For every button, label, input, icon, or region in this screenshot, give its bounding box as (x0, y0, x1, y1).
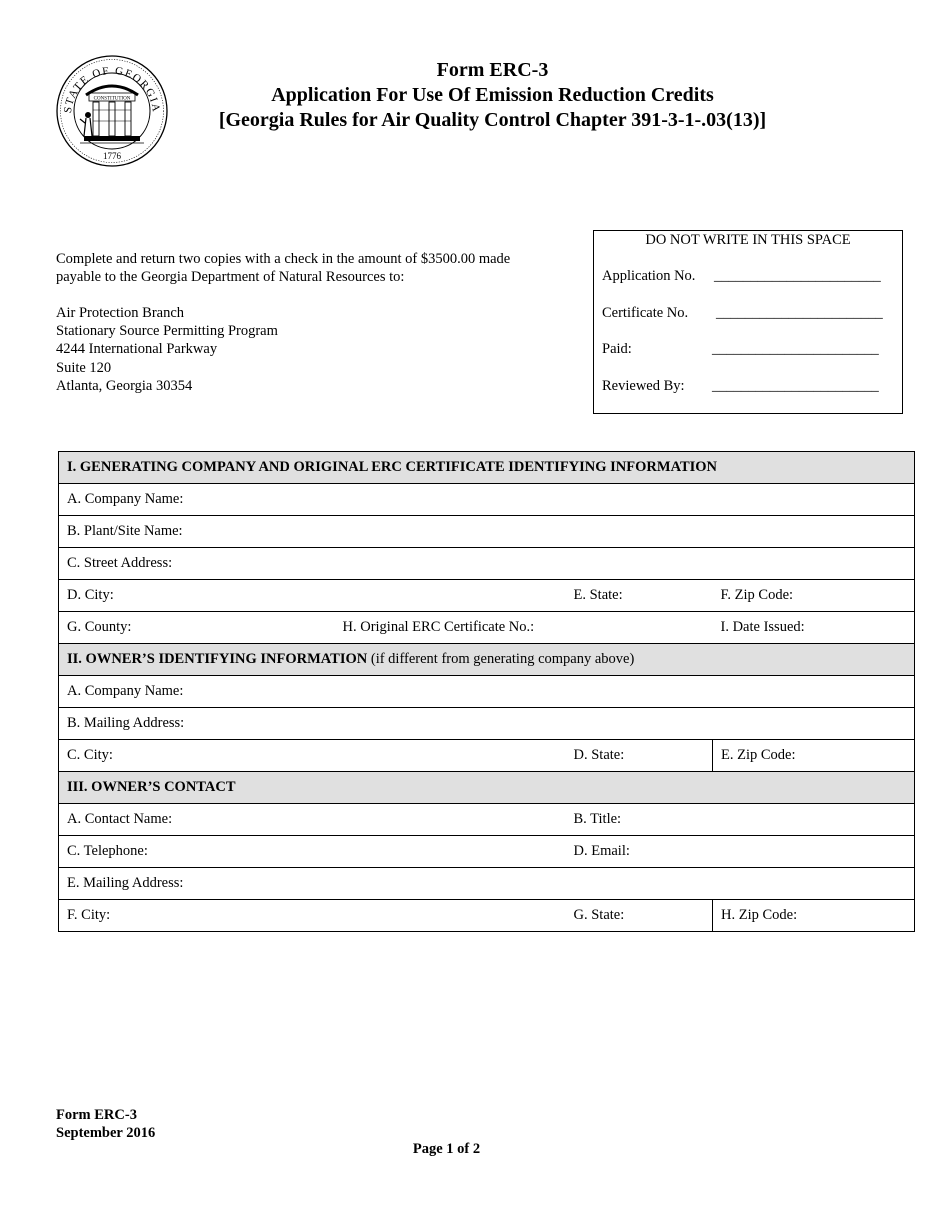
address-line: 4244 International Parkway (56, 341, 218, 358)
s3-telephone-field[interactable]: C. Telephone: (59, 836, 566, 868)
instructions (56, 250, 576, 286)
s1-original-erc-certificate-field[interactable]: H. Original ERC Certificate No.: (335, 612, 713, 644)
paid-label: Paid: (602, 341, 632, 357)
section-3-title: III. OWNER’S CONTACT (59, 772, 915, 804)
form-title-block (180, 58, 805, 133)
form-id-heading: Form ERC-3 (436, 59, 549, 81)
s2-zip-code-field[interactable]: E. Zip Code: (713, 740, 915, 772)
section-2-header (59, 644, 915, 676)
s2-city-field[interactable]: C. City: (59, 740, 566, 772)
georgia-state-seal (56, 55, 168, 167)
s3-zip-code-field[interactable]: H. Zip Code: (713, 900, 915, 932)
application-no-label: Application No. (602, 268, 696, 284)
instructions-line-1: Complete and return two copies with a check in the amount of $3500.00 made (56, 251, 511, 267)
seal-constitution-band: CONSTITUTION (93, 96, 131, 102)
application-no-line: _______________________ (714, 268, 881, 284)
paid-line: _______________________ (712, 341, 879, 357)
s3-email-field[interactable]: D. Email: (566, 836, 915, 868)
section-1-header (59, 452, 915, 484)
form-row (59, 708, 915, 740)
address-line: Suite 120 (56, 359, 112, 376)
s3-city-field[interactable]: F. City: (59, 900, 566, 932)
form-row (59, 836, 915, 868)
office-use-box (593, 230, 903, 414)
form-row (59, 580, 915, 612)
form-row (59, 612, 915, 644)
section-2-title-cell (59, 644, 915, 676)
page-number: Page 1 of 2 (412, 1141, 481, 1157)
form-row (59, 900, 915, 932)
footer-form-id: Form ERC-3 (56, 1107, 137, 1123)
address-line: Atlanta, Georgia 30354 (56, 377, 193, 394)
instructions-line-2: payable to the Georgia Department of Natural Resources to: (56, 269, 405, 285)
s2-state-field[interactable]: D. State: (566, 740, 713, 772)
section-3-header (59, 772, 915, 804)
office-use-heading: DO NOT WRITE IN THIS SPACE (645, 232, 851, 248)
certificate-no-line: _______________________ (716, 305, 883, 321)
s1-date-issued-field[interactable]: I. Date Issued: (713, 612, 915, 644)
certificate-no-label: Certificate No. (602, 305, 689, 321)
form-row (59, 740, 915, 772)
s1-company-name-field[interactable]: A. Company Name: (59, 484, 915, 516)
address-line: Stationary Source Permitting Program (56, 323, 278, 340)
seal-year: 1776 (103, 151, 121, 161)
form-row (59, 516, 915, 548)
mailing-address-block (56, 304, 278, 395)
s1-county-field[interactable]: G. County: (59, 612, 335, 644)
footer-date: September 2016 (56, 1125, 156, 1141)
form-row (59, 804, 915, 836)
form-title: Application For Use Of Emission Reduction Credits (271, 84, 714, 106)
s1-state-field[interactable]: E. State: (566, 580, 713, 612)
form-rule-reference: [Georgia Rules for Air Quality Control Chapter 391-3-1-.03(13)] (218, 109, 767, 131)
s1-plant-site-name-field[interactable]: B. Plant/Site Name: (59, 516, 915, 548)
reviewed-by-label: Reviewed By: (602, 378, 685, 394)
s2-company-name-field[interactable]: A. Company Name: (59, 676, 915, 708)
form-row (59, 868, 915, 900)
s1-zip-code-field[interactable]: F. Zip Code: (713, 580, 915, 612)
s3-contact-name-field[interactable]: A. Contact Name: (59, 804, 566, 836)
section-2-subtitle: (if different from generating company above) (370, 651, 635, 667)
form-row (59, 484, 915, 516)
form-row (59, 548, 915, 580)
seal-top-text: STATE OF GEORGIA (61, 64, 163, 114)
s1-street-address-field[interactable]: C. Street Address: (59, 548, 915, 580)
s3-state-field[interactable]: G. State: (566, 900, 713, 932)
s2-mailing-address-field[interactable]: B. Mailing Address: (59, 708, 915, 740)
application-form-table (58, 451, 915, 932)
form-row (59, 676, 915, 708)
address-line: Air Protection Branch (56, 305, 185, 321)
s3-title-field[interactable]: B. Title: (566, 804, 915, 836)
s3-mailing-address-field[interactable]: E. Mailing Address: (59, 868, 915, 900)
s1-city-field[interactable]: D. City: (59, 580, 566, 612)
reviewed-by-line: _______________________ (712, 378, 879, 394)
section-2-title: II. OWNER’S IDENTIFYING INFORMATION (67, 651, 368, 667)
footer (56, 1106, 155, 1142)
section-1-title: I. GENERATING COMPANY AND ORIGINAL ERC CERTIFICATE IDENTIFYING INFORMATION (59, 452, 915, 484)
